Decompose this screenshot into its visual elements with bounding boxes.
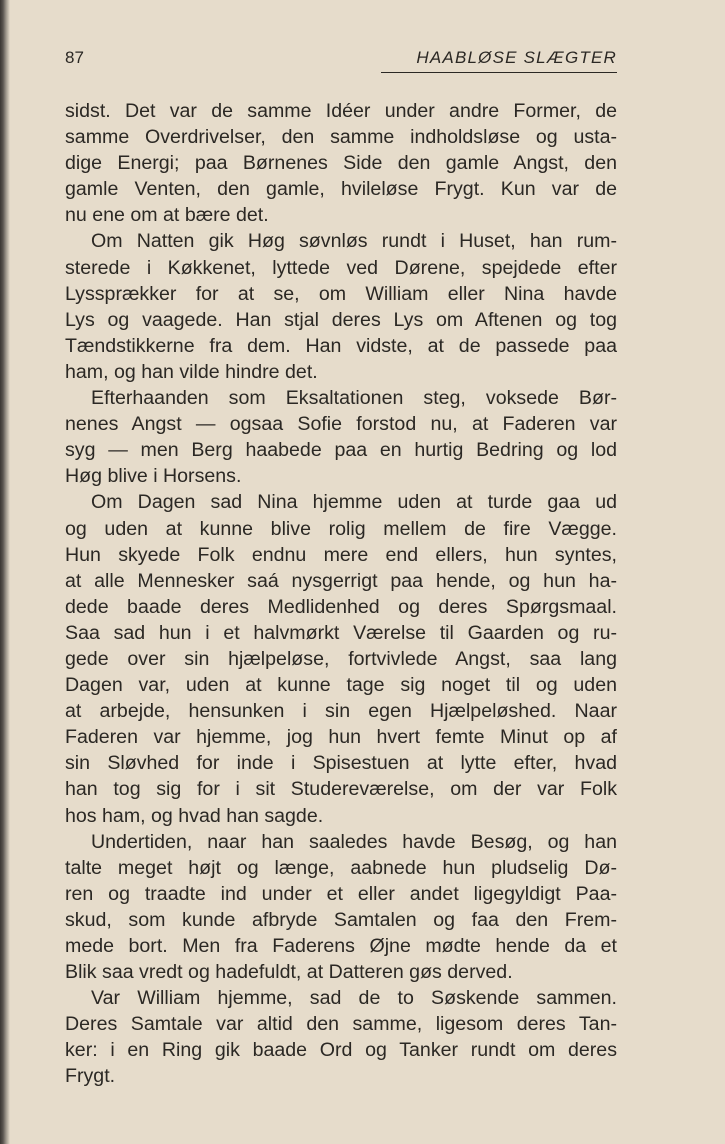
running-head xyxy=(65,48,617,74)
text-line: Faderen var hjemme, jog hun hvert femte Minut op af xyxy=(65,726,617,749)
text-line: samme Overdrivelser, den samme indholdsløse og usta- xyxy=(65,126,617,149)
text-line: Undertiden, naar han saaledes havde Besøg, og han xyxy=(91,830,617,853)
text-line: dige Energi; paa Børnenes Side den gamle Angst, den xyxy=(65,152,617,175)
text-line: Om Natten gik Høg søvnløs rundt i Huset, han rum- xyxy=(91,230,617,253)
text-line: nu ene om at bære det. xyxy=(65,204,269,227)
text-line: Lys og vaagede. Han stjal deres Lys om Aftenen og tog xyxy=(65,308,617,331)
text-line: ham, og han vilde hindre det. xyxy=(65,360,318,383)
text-line: nenes Angst — ogsaa Sofie forstod nu, at Faderen var xyxy=(65,413,617,436)
text-line: dede baade deres Medlidenhed og deres Spørgsmaal. xyxy=(65,595,617,618)
text-line: syg — men Berg haabede paa en hurtig Bedring og lod xyxy=(65,439,617,462)
text-line: Dagen var, uden at kunne tage sig noget til og uden xyxy=(65,674,617,697)
page-number: 87 xyxy=(65,48,84,67)
text-line: Lyssprækker for at se, om William eller Nina havde xyxy=(65,282,617,305)
text-line: han tog sig for i sit Studereværelse, om der var Folk xyxy=(65,778,617,801)
text-line: Høg blive i Horsens. xyxy=(65,465,242,488)
running-title: HAABLØSE SLÆGTER xyxy=(416,48,617,67)
text-line: mede bort. Men fra Faderens Øjne mødte hende da et xyxy=(65,935,617,957)
text-line: Frygt. xyxy=(65,1065,116,1088)
text-line: gamle Venten, den gamle, hvileløse Frygt. Kun var de xyxy=(65,178,617,201)
text-line: Hun skyede Folk endnu mere end ellers, hun syntes, xyxy=(65,543,617,566)
text-line: hos ham, og hvad han sagde. xyxy=(65,804,324,827)
text-line: sin Sløvhed for inde i Spisestuen at lytte efter, hvad xyxy=(65,752,617,775)
body-text xyxy=(65,98,617,1090)
text-line: og uden at kunne blive rolig mellem de fire Vægge. xyxy=(65,517,617,540)
text-line: talte meget højt og længe, aabnede hun pludselig Dø- xyxy=(65,856,617,879)
text-line: Tændstikkerne fra dem. Han vidste, at de passede paa xyxy=(65,334,617,357)
text-line: at alle Mennesker saá nysgerrigt paa hende, og hun ha- xyxy=(65,569,617,592)
book-page xyxy=(65,48,617,1088)
text-line: ker: i en Ring gik baade Ord og Tanker rundt om deres xyxy=(65,1039,617,1062)
text-line: at arbejde, hensunken i sin egen Hjælpeløshed. Naar xyxy=(65,700,617,723)
text-line: ren og traadte ind under et eller andet ligegyldigt Paa- xyxy=(65,882,617,905)
text-line: sterede i Køkkenet, lyttede ved Dørene, spejdede efter xyxy=(65,256,617,279)
text-line: Deres Samtale var altid den samme, ligesom deres Tan- xyxy=(65,1013,617,1036)
text-line: Saa sad hun i et halvmørkt Værelse til Gaarden og ru- xyxy=(65,621,617,644)
text-line: Var William hjemme, sad de to Søskende sammen. xyxy=(91,987,617,1010)
text-line: gede over sin hjælpeløse, fortvivlede Angst, saa lang xyxy=(65,647,617,670)
text-line: sidst. Det var de samme Idéer under andre Former, de xyxy=(65,100,617,122)
text-line: Om Dagen sad Nina hjemme uden at turde gaa ud xyxy=(91,491,617,514)
text-line: Blik saa vredt og hadefuldt, at Datteren gøs derved. xyxy=(65,961,513,984)
text-line: skud, som kunde afbryde Samtalen og faa den Frem- xyxy=(65,908,617,931)
header-rule xyxy=(381,72,617,73)
binding-shadow xyxy=(0,0,10,1144)
text-line: Efterhaanden som Eksaltationen steg, voksede Bør- xyxy=(91,387,617,410)
